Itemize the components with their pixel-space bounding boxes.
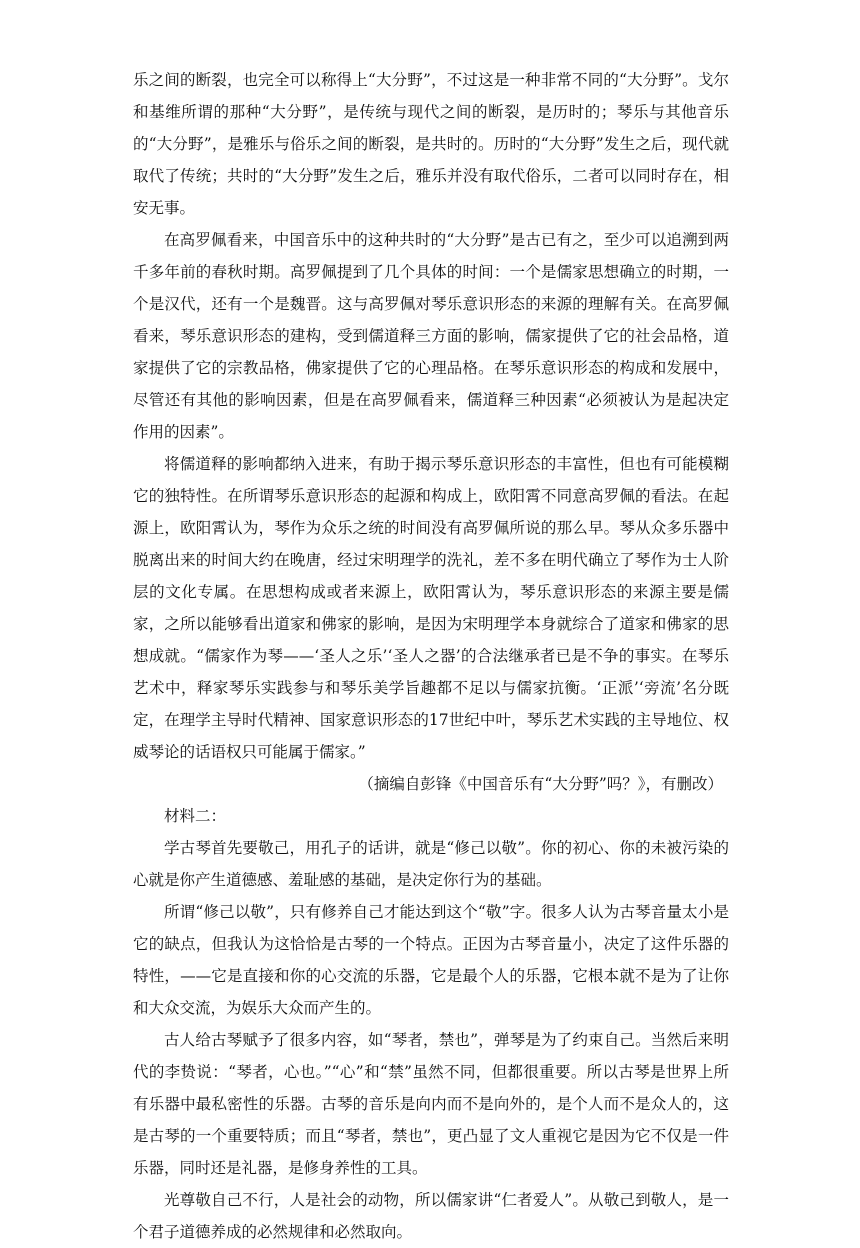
- paragraph-gao-luopei: 在高罗佩看来，中国音乐中的这种共时的“大分野”是古已有之，至少可以追溯到两千多年前的春秋时期。高罗佩提到了几个具体的时间：一个是儒家思想确立的时期，一个是汉代，还有一个是魏晋。这与高罗佩对琴乐意识形态的来源的理解有关。在高罗佩看来，琴乐意识形态的建构，受到儒道释三方面的影响，儒家提供了它的社会品格，道家提供了它的宗教品格，佛家提供了它的心理品格。在琴乐意识形态的构成和发展中，尽管还有其他的影响因素，但是在高罗佩看来，儒道释三种因素“必须被认为是起决定作用的因素”。: [133, 231, 729, 441]
- article-body: [133, 64, 729, 1248]
- paragraph-continuation: 乐之间的断裂，也完全可以称得上“大分野”，不过这是一种非常不同的“大分野”。戈尔和基维所谓的那种“大分野”，是传统与现代之间的断裂，是历时的；琴乐与其他音乐的“大分野”，是雅乐与俗乐之间的断裂，是共时的。历时的“大分野”发生之后，现代就取代了传统；共时的“大分野”发生之后，雅乐并没有取代俗乐，二者可以同时存在，相安无事。: [133, 71, 729, 217]
- material-two-paragraph: 光尊敬自己不行，人是社会的动物，所以儒家讲“仁者爱人”。从敬己到敬人，是一个君子道德养成的必然规律和必然取向。: [133, 1191, 729, 1241]
- paragraph-ouyang-xiao: 将儒道释的影响都纳入进来，有助于揭示琴乐意识形态的丰富性，但也有可能模糊它的独特性。在所谓琴乐意识形态的起源和构成上，欧阳霄不同意高罗佩的看法。在起源上，欧阳霄认为，琴作为众乐之统的时间没有高罗佩所说的那么早。琴从众多乐器中脱离出来的时间大约在晚唐，经过宋明理学的洗礼，差不多在明代确立了琴作为士人阶层的文化专属。在思想构成或者来源上，欧阳霄认为，琴乐意识形态的来源主要是儒家，之所以能够看出道家和佛家的影响，是因为宋明理学本身就综合了道家和佛家的思想成就。“儒家作为琴——‘圣人之乐’‘圣人之器’的合法继承者已是不争的事实。在琴乐艺术中，释家琴乐实践参与和琴乐美学旨趣都不足以与儒家抗衡。‘正派’‘旁流’名分既定，在理学主导时代精神、国家意识形态的17世纪中叶，琴乐艺术实践的主导地位、权威琴论的话语权只可能属于儒家。”: [133, 455, 729, 761]
- material-two-paragraph: 古人给古琴赋予了很多内容，如“琴者，禁也”，弹琴是为了约束自己。当然后来明代的李贽说：“琴者，心也。”“心”和“禁”虽然不同，但都很重要。所以古琴是世界上所有乐器中最私密性的乐器。古琴的音乐是向内而不是向外的，是个人而不是众人的，这是古琴的一个重要特质；而且“琴者，禁也”，更凸显了文人重视它是因为它不仅是一件乐器，同时还是礼器，是修身养性的工具。: [133, 1031, 729, 1177]
- material-two-heading: 材料二：: [164, 807, 227, 825]
- material-two-paragraph: 学古琴首先要敬己，用孔子的话讲，就是“修己以敬”。你的初心、你的未被污染的心就是你产生道德感、羞耻感的基础，是决定你行为的基础。: [133, 839, 729, 889]
- source-citation: （摘编自彭锋《中国音乐有“大分野”吗？》，有删改）: [358, 775, 723, 793]
- material-two-paragraph: 所谓“修己以敬”，只有修养自己才能达到这个“敬”字。很多人认为古琴音量太小是它的缺点，但我认为这恰恰是古琴的一个特点。正因为古琴音量小，决定了这件乐器的特性，——它是直接和你的心交流的乐器，它是最个人的乐器，它根本就不是为了让你和大众交流，为娱乐大众而产生的。: [133, 903, 729, 1017]
